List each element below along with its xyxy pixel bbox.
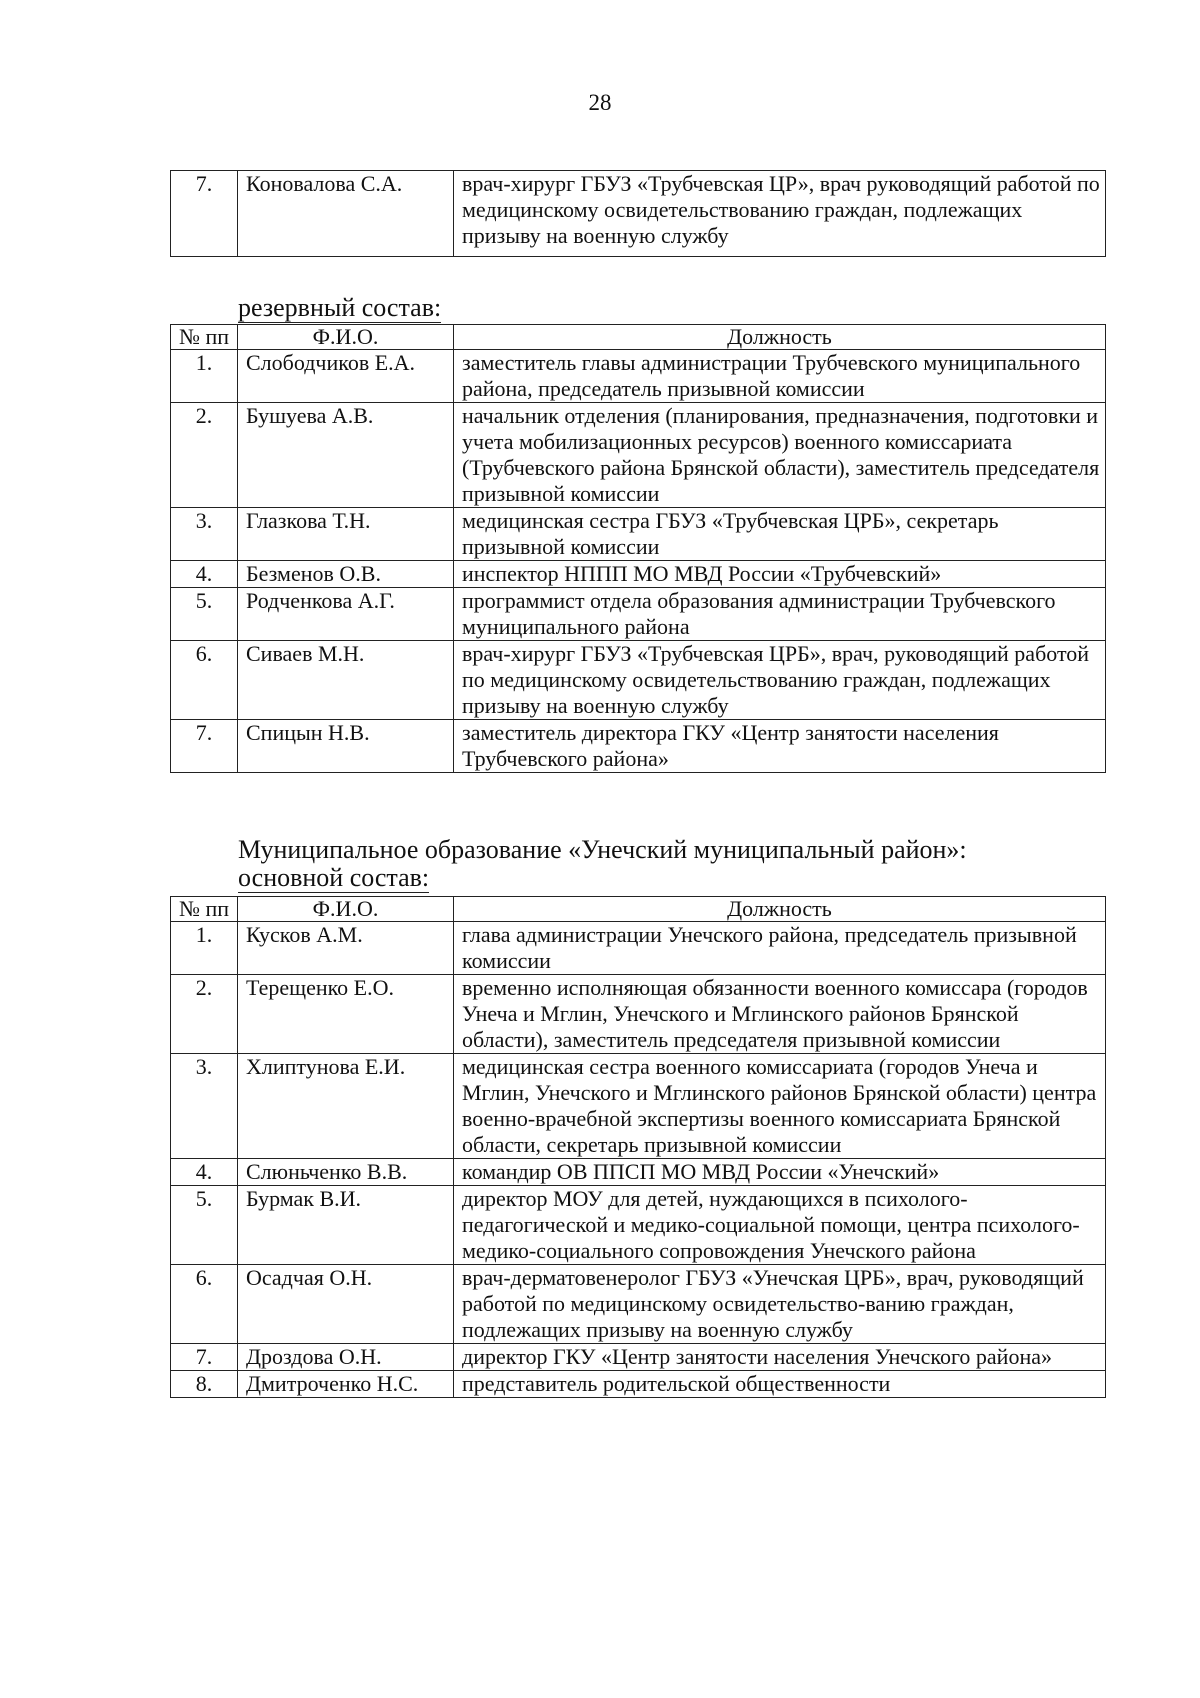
- row-name: Кусков А.М.: [238, 922, 454, 975]
- unecha-heading: [238, 836, 967, 892]
- row-name: Глазкова Т.Н.: [238, 508, 454, 561]
- table-row: [171, 1371, 1106, 1398]
- row-number: 4.: [171, 561, 238, 588]
- row-number: 7.: [171, 720, 238, 773]
- table-row: [171, 588, 1106, 641]
- row-name: Слободчиков Е.А.: [238, 350, 454, 403]
- row-number: 1.: [171, 922, 238, 975]
- row-name: Осадчая О.Н.: [238, 1265, 454, 1344]
- row-name: Спицын Н.В.: [238, 720, 454, 773]
- row-position: директор МОУ для детей, нуждающихся в психолого-педагогической и медико-социальной помощи, центра психолого-медико-социального сопровождения Унечского района: [454, 1186, 1106, 1265]
- row-name: Слюньченко В.В.: [238, 1159, 454, 1186]
- table-row: [171, 975, 1106, 1054]
- row-name: Бушуева А.В.: [238, 403, 454, 508]
- row-position: инспектор НППП МО МВД России «Трубчевский»: [454, 561, 1106, 588]
- row-number: 4.: [171, 1159, 238, 1186]
- table-row: [171, 1159, 1106, 1186]
- row-position: программист отдела образования администрации Трубчевского муниципального района: [454, 588, 1106, 641]
- row-number: 6.: [171, 1265, 238, 1344]
- row-position: заместитель главы администрации Трубчевского муниципального района, председатель призывной комиссии: [454, 350, 1106, 403]
- row-number: 3.: [171, 508, 238, 561]
- row-name: Хлиптунова Е.И.: [238, 1054, 454, 1159]
- table-row: [171, 1265, 1106, 1344]
- row-number: 2.: [171, 975, 238, 1054]
- table-row: [171, 641, 1106, 720]
- row-position: врач-хирург ГБУЗ «Трубчевская ЦРБ», врач, руководящий работой по медицинскому освидетельствованию граждан, подлежащих призыву на военную службу: [454, 641, 1106, 720]
- table-row: [171, 922, 1106, 975]
- row-name: Бурмак В.И.: [238, 1186, 454, 1265]
- table-row: [171, 403, 1106, 508]
- row-number: 7.: [171, 171, 238, 257]
- row-position: врач-хирург ГБУЗ «Трубчевская ЦР», врач руководящий работой по медицинскому освидетельствованию граждан, подлежащих призыву на военную службу: [454, 171, 1106, 257]
- row-position: временно исполняющая обязанности военного комиссара (городов Унеча и Мглин, Унечского и Мглинского районов Брянской области), заместитель председателя призывной комиссии: [454, 975, 1106, 1054]
- reserve-table: [170, 324, 1106, 773]
- row-position: командир ОВ ППСП МО МВД России «Унечский»: [454, 1159, 1106, 1186]
- table-row: [171, 1344, 1106, 1371]
- table-row: [171, 350, 1106, 403]
- reserve-heading-text: резервный состав:: [238, 293, 442, 322]
- row-position: врач-дерматовенеролог ГБУЗ «Унечская ЦРБ», врач, руководящий работой по медицинскому освидетельство-ванию граждан, подлежащих призыву на военную службу: [454, 1265, 1106, 1344]
- commission-table-continued: [170, 170, 1106, 257]
- row-name: Родченкова А.Г.: [238, 588, 454, 641]
- table-row: [171, 508, 1106, 561]
- row-number: 2.: [171, 403, 238, 508]
- table-row: [171, 720, 1106, 773]
- row-number: 7.: [171, 1344, 238, 1371]
- reserve-heading: [238, 294, 441, 322]
- table-header-row: [171, 897, 1106, 922]
- table-row: [171, 1186, 1106, 1265]
- row-name: Дроздова О.Н.: [238, 1344, 454, 1371]
- row-position: директор ГКУ «Центр занятости населения Унечского района»: [454, 1344, 1106, 1371]
- unecha-table: [170, 896, 1106, 1398]
- row-number: 5.: [171, 588, 238, 641]
- row-number: 3.: [171, 1054, 238, 1159]
- row-position: начальник отделения (планирования, предназначения, подготовки и учета мобилизационных ресурсов) военного комиссариата (Трубчевского района Брянской области), заместитель председателя призывной комиссии: [454, 403, 1106, 508]
- row-number: 5.: [171, 1186, 238, 1265]
- row-position: глава администрации Унечского района, председатель призывной комиссии: [454, 922, 1106, 975]
- row-position: медицинская сестра ГБУЗ «Трубчевская ЦРБ», секретарь призывной комиссии: [454, 508, 1106, 561]
- row-number: 1.: [171, 350, 238, 403]
- header-position: Должность: [454, 897, 1106, 922]
- row-position: представитель родительской общественности: [454, 1371, 1106, 1398]
- unecha-heading-line1: Муниципальное образование «Унечский муниципальный район»:: [238, 835, 967, 864]
- row-name: Безменов О.В.: [238, 561, 454, 588]
- row-name: Коновалова С.А.: [238, 171, 454, 257]
- row-position: медицинская сестра военного комиссариата (городов Унеча и Мглин, Унечского и Мглинского районов Брянской области) центра военно-врачебной экспертизы военного комиссариата Брянской области, секретарь призывной комиссии: [454, 1054, 1106, 1159]
- header-position: Должность: [454, 325, 1106, 350]
- page-number: 28: [588, 90, 612, 115]
- row-name: Терещенко Е.О.: [238, 975, 454, 1054]
- row-number: 8.: [171, 1371, 238, 1398]
- table-row: [171, 171, 1106, 257]
- header-name: Ф.И.О.: [238, 897, 454, 922]
- table-header-row: [171, 325, 1106, 350]
- header-number: № пп: [171, 325, 238, 350]
- table-row: [171, 1054, 1106, 1159]
- header-number: № пп: [171, 897, 238, 922]
- header-name: Ф.И.О.: [238, 325, 454, 350]
- row-position: заместитель директора ГКУ «Центр занятости населения Трубчевского района»: [454, 720, 1106, 773]
- row-name: Сиваев М.Н.: [238, 641, 454, 720]
- unecha-heading-line2: основной состав:: [238, 863, 430, 892]
- row-number: 6.: [171, 641, 238, 720]
- row-name: Дмитроченко Н.С.: [238, 1371, 454, 1398]
- table-row: [171, 561, 1106, 588]
